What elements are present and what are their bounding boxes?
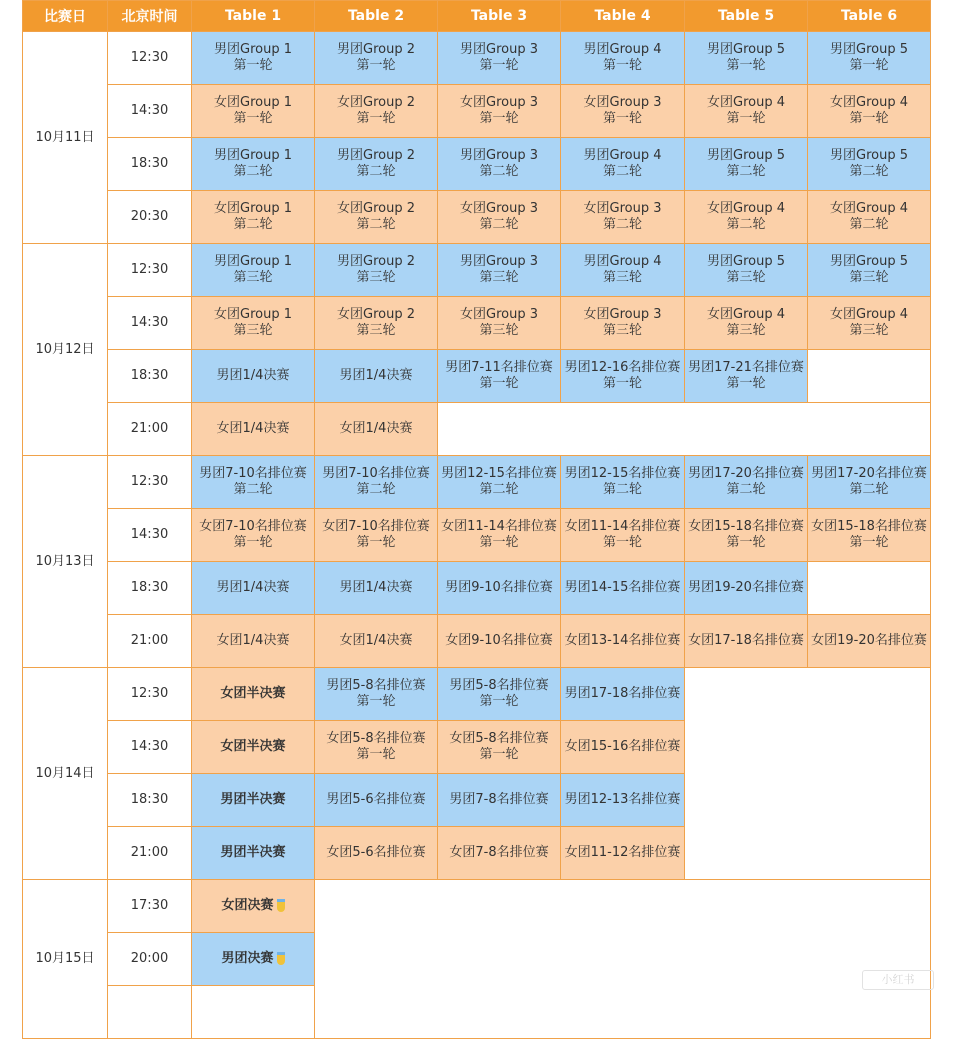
match-cell: 男团5-8名排位赛 第一轮	[438, 668, 561, 721]
time-label: 17:30	[108, 880, 192, 933]
match-cell: 女团7-8名排位赛	[438, 827, 561, 880]
table-row	[23, 403, 931, 456]
match-cell: 女团11-14名排位赛 第一轮	[438, 509, 561, 562]
header-row	[23, 1, 931, 32]
header-time: 北京时间	[108, 1, 192, 32]
time-label: 21:00	[108, 827, 192, 880]
match-cell: 女团Group 1 第二轮	[192, 191, 315, 244]
match-cell: 男团1/4决赛	[315, 562, 438, 615]
header-table-3: Table 3	[438, 1, 561, 32]
time-label: 20:00	[108, 933, 192, 986]
match-cell: 女团7-10名排位赛 第一轮	[315, 509, 438, 562]
table-row	[23, 668, 931, 721]
empty-cell	[192, 986, 315, 1039]
match-cell: 女团1/4决赛	[315, 615, 438, 668]
table-row	[23, 456, 931, 509]
time-label: 21:00	[108, 615, 192, 668]
match-cell: 女团Group 3 第二轮	[438, 191, 561, 244]
match-cell: 女团Group 3 第一轮	[561, 85, 685, 138]
match-cell: 女团Group 3 第三轮	[561, 297, 685, 350]
match-cell: 女团Group 3 第一轮	[438, 85, 561, 138]
time-label: 18:30	[108, 350, 192, 403]
match-cell: 女团Group 3 第二轮	[561, 191, 685, 244]
match-cell: 女团Group 1 第一轮	[192, 85, 315, 138]
match-cell: 男团Group 5 第一轮	[685, 32, 808, 85]
match-cell: 男团决赛	[192, 933, 315, 986]
table-row	[23, 32, 931, 85]
schedule-table	[22, 0, 931, 1039]
match-cell: 男团Group 5 第一轮	[808, 32, 931, 85]
time-label: 20:30	[108, 191, 192, 244]
table-row	[23, 509, 931, 562]
time-label: 12:30	[108, 668, 192, 721]
match-cell: 女团19-20名排位赛	[808, 615, 931, 668]
day-label: 10月12日	[23, 244, 108, 456]
match-cell: 女团决赛	[192, 880, 315, 933]
match-cell: 女团5-8名排位赛 第一轮	[438, 721, 561, 774]
empty-cell	[685, 668, 931, 880]
match-cell: 男团半决赛	[192, 774, 315, 827]
match-cell: 女团Group 2 第三轮	[315, 297, 438, 350]
match-cell: 女团Group 4 第二轮	[808, 191, 931, 244]
match-cell: 男团9-10名排位赛	[438, 562, 561, 615]
match-cell: 女团9-10名排位赛	[438, 615, 561, 668]
match-cell: 男团17-20名排位赛 第二轮	[808, 456, 931, 509]
header-table-6: Table 6	[808, 1, 931, 32]
time-label: 14:30	[108, 721, 192, 774]
match-cell: 男团Group 2 第二轮	[315, 138, 438, 191]
match-cell: 女团11-12名排位赛	[561, 827, 685, 880]
match-cell: 男团Group 2 第三轮	[315, 244, 438, 297]
match-cell: 女团Group 4 第三轮	[808, 297, 931, 350]
header-table-4: Table 4	[561, 1, 685, 32]
match-cell: 女团11-14名排位赛 第一轮	[561, 509, 685, 562]
match-cell: 男团17-20名排位赛 第二轮	[685, 456, 808, 509]
match-cell: 男团12-15名排位赛 第二轮	[561, 456, 685, 509]
match-cell: 女团15-18名排位赛 第一轮	[808, 509, 931, 562]
day-label: 10月14日	[23, 668, 108, 880]
empty-cell	[808, 350, 931, 403]
table-row	[23, 880, 931, 933]
match-cell: 男团1/4决赛	[315, 350, 438, 403]
day-label: 10月11日	[23, 32, 108, 244]
match-cell: 女团1/4决赛	[192, 403, 315, 456]
match-cell: 男团Group 1 第二轮	[192, 138, 315, 191]
match-cell: 男团1/4决赛	[192, 562, 315, 615]
match-cell: 女团Group 4 第二轮	[685, 191, 808, 244]
table-row	[23, 191, 931, 244]
match-cell: 男团Group 1 第三轮	[192, 244, 315, 297]
match-cell: 女团7-10名排位赛 第一轮	[192, 509, 315, 562]
match-cell: 男团半决赛	[192, 827, 315, 880]
match-cell: 女团半决赛	[192, 721, 315, 774]
match-cell: 男团7-10名排位赛 第二轮	[192, 456, 315, 509]
match-cell: 男团1/4决赛	[192, 350, 315, 403]
match-cell: 男团7-8名排位赛	[438, 774, 561, 827]
table-row	[23, 350, 931, 403]
match-cell: 男团5-8名排位赛 第一轮	[315, 668, 438, 721]
time-label: 18:30	[108, 774, 192, 827]
match-cell: 男团19-20名排位赛	[685, 562, 808, 615]
medal-icon	[277, 952, 285, 965]
match-cell: 女团Group 2 第一轮	[315, 85, 438, 138]
watermark-logo: 小红书	[862, 970, 934, 990]
match-cell: 男团7-10名排位赛 第二轮	[315, 456, 438, 509]
match-cell: 女团半决赛	[192, 668, 315, 721]
match-cell: 男团Group 4 第一轮	[561, 32, 685, 85]
match-cell: 男团Group 3 第二轮	[438, 138, 561, 191]
match-cell: 男团Group 4 第三轮	[561, 244, 685, 297]
match-cell: 男团17-21名排位赛 第一轮	[685, 350, 808, 403]
time-label: 14:30	[108, 85, 192, 138]
medal-icon	[277, 899, 285, 912]
table-row	[23, 562, 931, 615]
empty-cell	[808, 562, 931, 615]
match-cell: 男团7-11名排位赛 第一轮	[438, 350, 561, 403]
match-cell: 女团Group 4 第一轮	[808, 85, 931, 138]
match-cell: 女团Group 3 第三轮	[438, 297, 561, 350]
match-cell: 女团15-18名排位赛 第一轮	[685, 509, 808, 562]
match-cell: 女团Group 4 第一轮	[685, 85, 808, 138]
match-cell: 男团Group 5 第三轮	[685, 244, 808, 297]
table-row	[23, 615, 931, 668]
header-table-1: Table 1	[192, 1, 315, 32]
match-cell: 男团Group 3 第三轮	[438, 244, 561, 297]
match-cell: 男团12-13名排位赛	[561, 774, 685, 827]
time-label: 14:30	[108, 297, 192, 350]
time-label: 18:30	[108, 562, 192, 615]
time-label	[108, 986, 192, 1039]
match-cell: 男团Group 5 第二轮	[808, 138, 931, 191]
table-row	[23, 297, 931, 350]
time-label: 12:30	[108, 244, 192, 297]
empty-cell	[438, 403, 931, 456]
time-label: 12:30	[108, 456, 192, 509]
match-cell: 男团12-15名排位赛 第二轮	[438, 456, 561, 509]
match-cell: 女团Group 1 第三轮	[192, 297, 315, 350]
header-table-5: Table 5	[685, 1, 808, 32]
empty-cell	[315, 880, 931, 1039]
match-cell: 男团Group 5 第三轮	[808, 244, 931, 297]
match-cell: 女团1/4决赛	[315, 403, 438, 456]
time-label: 18:30	[108, 138, 192, 191]
match-cell: 女团1/4决赛	[192, 615, 315, 668]
match-cell: 女团5-8名排位赛 第一轮	[315, 721, 438, 774]
match-cell: 女团13-14名排位赛	[561, 615, 685, 668]
match-cell: 男团Group 4 第二轮	[561, 138, 685, 191]
match-cell: 女团Group 2 第二轮	[315, 191, 438, 244]
time-label: 21:00	[108, 403, 192, 456]
header-day: 比赛日	[23, 1, 108, 32]
table-row	[23, 244, 931, 297]
match-cell: 男团5-6名排位赛	[315, 774, 438, 827]
match-cell: 男团Group 2 第一轮	[315, 32, 438, 85]
table-row	[23, 138, 931, 191]
header-table-2: Table 2	[315, 1, 438, 32]
match-cell: 女团5-6名排位赛	[315, 827, 438, 880]
time-label: 12:30	[108, 32, 192, 85]
match-cell: 男团12-16名排位赛 第一轮	[561, 350, 685, 403]
match-cell: 女团Group 4 第三轮	[685, 297, 808, 350]
match-cell: 女团15-16名排位赛	[561, 721, 685, 774]
match-cell: 男团Group 5 第二轮	[685, 138, 808, 191]
day-label: 10月15日	[23, 880, 108, 1039]
match-cell: 女团17-18名排位赛	[685, 615, 808, 668]
match-cell: 男团Group 1 第一轮	[192, 32, 315, 85]
match-cell: 男团Group 3 第一轮	[438, 32, 561, 85]
match-cell: 男团14-15名排位赛	[561, 562, 685, 615]
match-cell: 男团17-18名排位赛	[561, 668, 685, 721]
day-label: 10月13日	[23, 456, 108, 668]
table-row	[23, 85, 931, 138]
time-label: 14:30	[108, 509, 192, 562]
